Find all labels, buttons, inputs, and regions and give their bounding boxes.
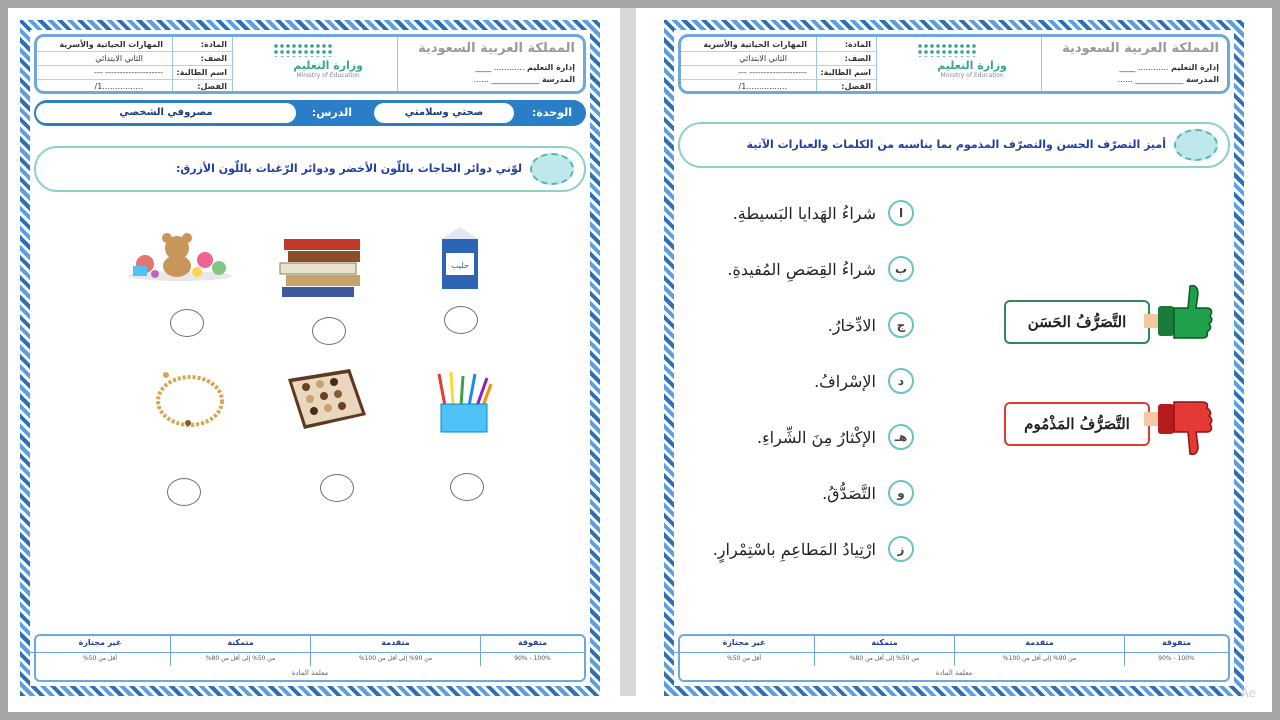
instruction-banner <box>678 122 1230 168</box>
item-letter: د <box>888 368 914 394</box>
item-letter: ج <box>888 312 914 338</box>
toys-image <box>125 230 235 282</box>
grade-col-range: من 50% إلى أقل من 80% <box>171 652 310 662</box>
subject-label: المادة: <box>200 40 227 49</box>
header-block: المملكة العربية السعودية إدارة التعليم ............ ____ المدرسة ____________ ...... وزارة التعليم Ministry of Education المادة: المهارات الحياتية والأسرية الصف: الثاني الابتدائي اسم الطالبة: -------------------- --- الفصل: ................1/ <box>34 34 586 94</box>
subject-value: المهارات الحياتية والأسرية <box>703 40 807 49</box>
unit-lesson-bar <box>34 100 586 126</box>
answer-circle[interactable] <box>167 478 201 506</box>
item-text: شراءُ القِصَصِ المُفيدةِ. <box>727 259 876 279</box>
school-label: المدرسة <box>541 75 575 84</box>
school-label: المدرسة <box>1185 75 1219 84</box>
ministry-en: Ministry of Education <box>940 72 1004 79</box>
item-letter: هـ <box>888 424 914 450</box>
teacher-signature: معلمة المادة <box>291 669 329 677</box>
bracelet-image <box>148 365 228 435</box>
grade-col-range: من 90% إلى أقل من 100% <box>955 652 1124 662</box>
grading-footer <box>678 634 1230 682</box>
emblem-text: المملكة العربية السعودية <box>1062 41 1219 56</box>
grade-value: الثاني الابتدائي <box>95 54 143 63</box>
subject-value: المهارات الحياتية والأسرية <box>59 40 163 49</box>
unit-label: الوحدة: <box>532 106 572 119</box>
list-item <box>757 422 914 452</box>
answer-circle[interactable] <box>450 473 484 501</box>
ministry-name: وزارة التعليم <box>937 59 1007 72</box>
cloud-icon <box>1174 129 1218 161</box>
chocolate-box-image <box>280 367 370 433</box>
grade-label: الصف: <box>200 54 227 63</box>
grade-col-range: 100% - 90% <box>1125 652 1228 662</box>
answer-circle[interactable] <box>312 317 346 345</box>
item-letter: ز <box>888 536 914 562</box>
item-text: الإكْثارُ مِنَ الشِّراءِ. <box>756 427 876 447</box>
page-divider <box>620 8 636 696</box>
books-image <box>278 235 368 299</box>
list-item <box>828 310 914 340</box>
edu-admin-label: إدارة التعليم <box>526 63 575 72</box>
watermark: Ae <box>1240 686 1256 700</box>
good-behavior-box: التَّصَرُّفُ الحَسَن <box>1004 300 1150 344</box>
answer-circle[interactable] <box>320 474 354 502</box>
worksheet-left-page <box>20 20 600 696</box>
milk-carton-image <box>438 225 482 291</box>
thumbs-up-icon <box>1144 280 1214 350</box>
list-item <box>727 254 914 284</box>
worksheet-right-page <box>664 20 1244 696</box>
grading-footer <box>34 634 586 682</box>
grade-col-range: أقل من 50% <box>30 652 170 662</box>
milk-label: حليب <box>451 261 469 270</box>
grade-col-range: من 50% إلى أقل من 80% <box>815 652 954 662</box>
student-label: اسم الطالبة: <box>176 68 227 77</box>
list-item <box>822 478 914 508</box>
lesson-label: الدرس: <box>311 106 352 119</box>
grade-col-header: غير مجتازة <box>78 638 122 647</box>
answer-circle[interactable] <box>170 309 204 337</box>
bad-behavior-box: التَّصَرُّفُ المَذْمُوم <box>1004 402 1150 446</box>
class-label: الفصل: <box>841 82 871 91</box>
list-item <box>713 534 914 564</box>
class-value: 1/ <box>738 82 747 91</box>
instruction-banner <box>34 146 586 192</box>
item-letter: ب <box>888 256 914 282</box>
grade-col-range: أقل من 50% <box>674 652 814 662</box>
instruction-text: أميز التصرّف الحسن والتصرّف المذموم بما يناسبه من الكلمات والعبارات الآتية <box>746 138 1166 151</box>
class-value: 1/ <box>94 82 103 91</box>
header-block: المملكة العربية السعودية إدارة التعليم ............ ____ المدرسة ____________ ...... وزارة التعليم Ministry of Education المادة: المهارات الحياتية والأسرية الصف: الثاني الابتدائي اسم الطالبة: -------------------- --- الفصل: ................1/ <box>678 34 1230 94</box>
item-text: الادِّخارُ. <box>827 315 876 335</box>
list-item <box>733 198 914 228</box>
ministry-name: وزارة التعليم <box>293 59 363 72</box>
item-text: ارْتِيادُ المَطاعِمِ باسْتِمْرارٍ. <box>712 539 876 559</box>
grade-value: الثاني الابتدائي <box>739 54 787 63</box>
grade-col-header: متقدمة <box>1025 638 1054 647</box>
grade-col-header: متمكنة <box>871 638 898 647</box>
ministry-en: Ministry of Education <box>296 72 360 79</box>
thumbs-down-icon <box>1144 390 1214 460</box>
item-text: الإسْرافُ. <box>814 371 876 391</box>
list-item <box>814 366 914 396</box>
grade-col-header: متفوقة <box>517 638 548 647</box>
edu-admin-label: إدارة التعليم <box>1170 63 1219 72</box>
item-letter: و <box>888 480 914 506</box>
student-label: اسم الطالبة: <box>820 68 871 77</box>
grade-col-range: 100% - 90% <box>481 652 584 662</box>
subject-label: المادة: <box>844 40 871 49</box>
grade-col-header: متقدمة <box>381 638 410 647</box>
grade-col-header: متمكنة <box>227 638 254 647</box>
teacher-signature: معلمة المادة <box>935 669 973 677</box>
answer-circle[interactable] <box>444 306 478 334</box>
unit-value: صحتي وسلامتي <box>374 103 514 123</box>
grade-col-header: غير مجتازة <box>722 638 766 647</box>
pencils-image <box>435 370 495 434</box>
class-label: الفصل: <box>197 82 227 91</box>
grade-label: الصف: <box>844 54 871 63</box>
grade-col-range: من 90% إلى أقل من 100% <box>311 652 480 662</box>
instruction-text: لوّني دوائر الحاجات باللّون الأخضر ودوائر الرّغبات باللّون الأزرق: <box>176 162 522 175</box>
item-text: التَّصَدُّقُ. <box>822 483 876 503</box>
cloud-icon <box>530 153 574 185</box>
lesson-value: مصروفي الشخصي <box>36 103 296 123</box>
item-letter: ا <box>888 200 914 226</box>
item-text: شراءُ الهَدايا البَسيطةِ. <box>732 203 876 223</box>
grade-col-header: متفوقة <box>1161 638 1192 647</box>
ministry-logo-icon <box>273 43 333 57</box>
emblem-text: المملكة العربية السعودية <box>418 41 575 56</box>
ministry-logo-icon <box>917 43 977 57</box>
